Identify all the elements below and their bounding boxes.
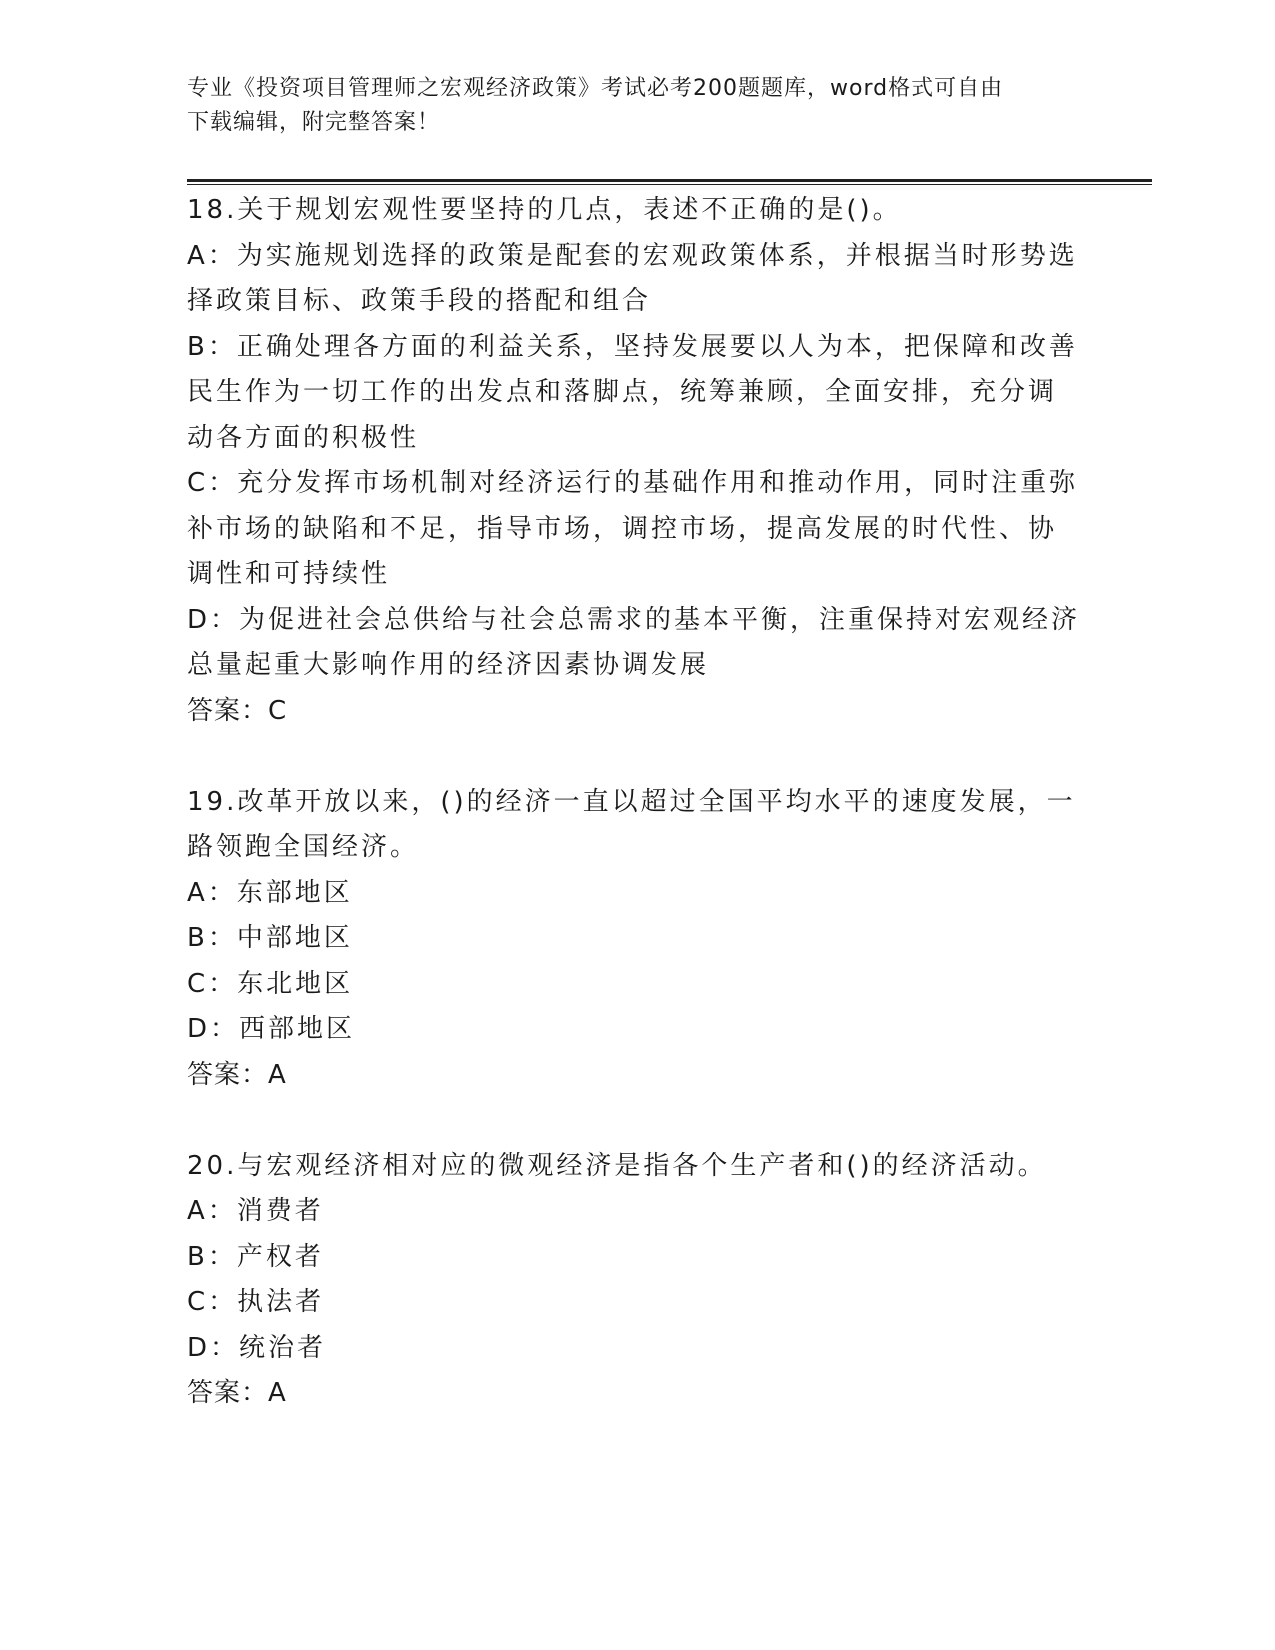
header-line-2: 下载编辑，附完整答案！ — [187, 110, 441, 135]
option-line: D：统治者 — [187, 1332, 327, 1363]
option-line: 动各方面的积极性 — [187, 422, 420, 453]
question-spacer — [187, 734, 1087, 780]
option-line: 民生作为一切工作的出发点和落脚点，统筹兼顾，全面安排，充分调 — [187, 377, 1058, 407]
question-stem-line: 19.改革开放以来，()的经济一直以超过全国平均水平的速度发展，一 — [187, 786, 1076, 817]
option-line: B：正确处理各方面的利益关系，坚持发展要以人为本，把保障和改善 — [187, 331, 1078, 362]
option-line: 择政策目标、政策手段的搭配和组合 — [187, 286, 652, 316]
question-block — [187, 188, 1087, 734]
header-rule-thick — [187, 179, 1152, 182]
option-line: B：产权者 — [187, 1241, 324, 1272]
question-block — [187, 780, 1087, 1099]
question-spacer — [187, 1098, 1087, 1144]
option-line: C：东北地区 — [187, 968, 354, 999]
option-line: 补市场的缺陷和不足，指导市场，调控市场，提高发展的时代性、协 — [187, 513, 1058, 544]
option-line: D：为促进社会总供给与社会总需求的基本平衡，注重保持对宏观经济 — [187, 604, 1081, 635]
option-line: C：充分发挥市场机制对经济运行的基础作用和推动作用，同时注重弥 — [187, 468, 1079, 498]
answer-line: 答案：A — [187, 1378, 287, 1408]
answer-line: 答案：A — [187, 1059, 287, 1090]
document-header — [187, 72, 1087, 140]
option-line: A：消费者 — [187, 1196, 324, 1226]
question-stem-line: 路领跑全国经济。 — [187, 832, 420, 862]
option-line: A：为实施规划选择的政策是配套的宏观政策体系，并根据当时形势选 — [187, 240, 1078, 271]
question-stem-line: 18.关于规划宏观性要坚持的几点，表述不正确的是()。 — [187, 195, 902, 225]
question-list — [187, 188, 1087, 1417]
question-stem-line: 20.与宏观经济相对应的微观经济是指各个生产者和()的经济活动。 — [187, 1150, 1047, 1181]
header-rule-thin — [187, 184, 1152, 185]
option-line: 调性和可持续性 — [187, 559, 391, 589]
option-line: B：中部地区 — [187, 923, 353, 953]
header-line-1: 专业《投资项目管理师之宏观经济政策》考试必考200题题库，word格式可自由 — [187, 76, 1004, 101]
answer-line: 答案：C — [187, 695, 288, 726]
option-line: 总量起重大影响作用的经济因素协调发展 — [187, 650, 710, 680]
option-line: D：西部地区 — [187, 1014, 356, 1044]
question-block — [187, 1144, 1087, 1417]
option-line: C：执法者 — [187, 1287, 325, 1317]
option-line: A：东部地区 — [187, 877, 353, 908]
